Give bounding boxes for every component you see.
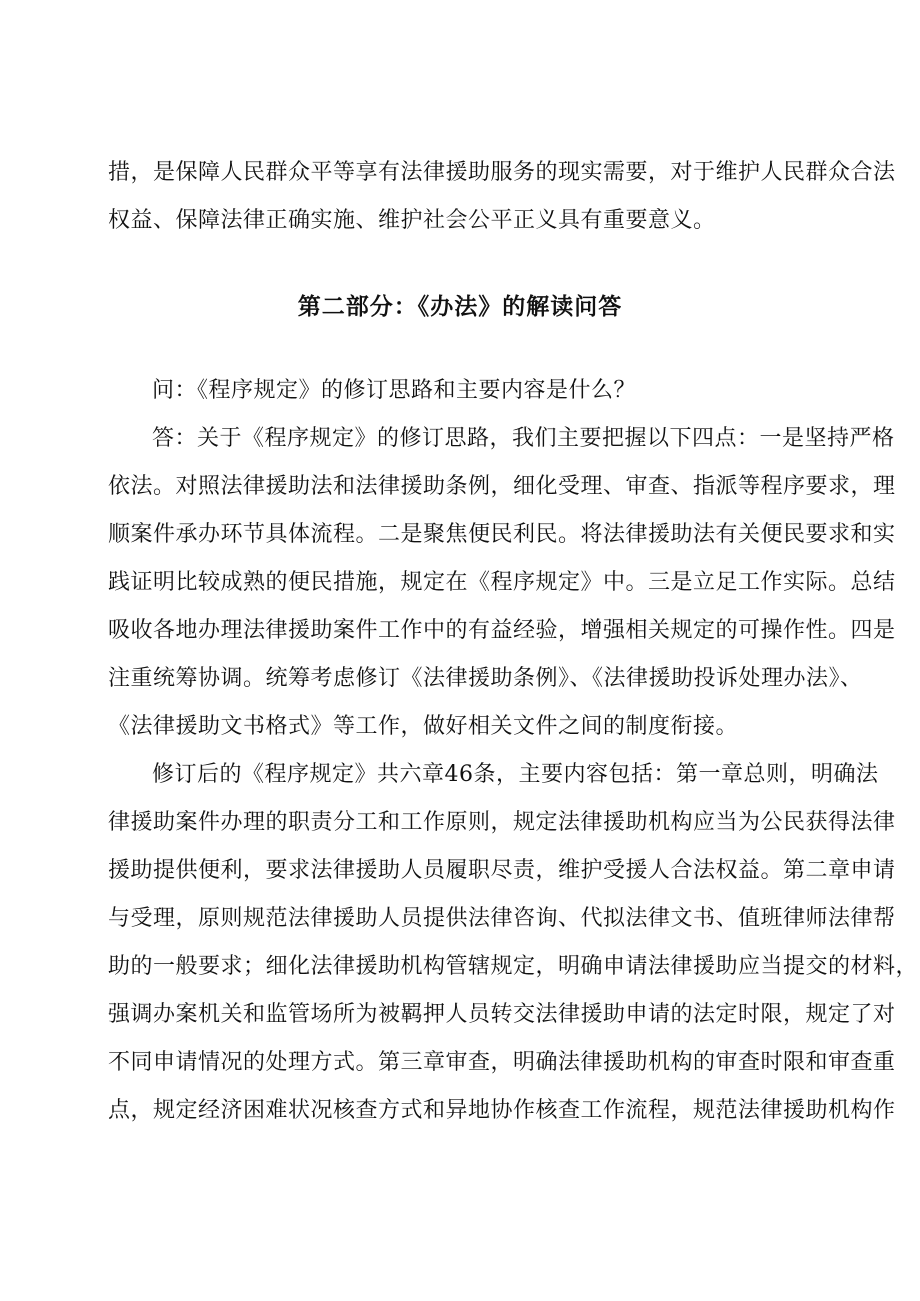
answer-line: 答：关于《程序规定》的修订思路，我们主要把握以下四点：一是坚持严格	[152, 426, 895, 451]
answer-line: 吸收各地办理法律援助案件工作中的有益经验，增强相关规定的可操作性。四是	[108, 618, 896, 643]
answer-line: 依法。对照法律援助法和法律援助条例，细化受理、审查、指派等程序要求，理	[108, 474, 896, 499]
paragraph-line: 点，规定经济困难状况核查方式和异地协作核查工作流程，规范法律援助机构作	[108, 1098, 896, 1123]
answer-line: 注重统筹协调。统筹考虑修订《法律援助条例》、《法律援助投诉处理办法》、	[108, 666, 863, 691]
question-line: 问：《程序规定》的修订思路和主要内容是什么？	[152, 378, 637, 403]
paragraph-line: 律援助案件办理的职责分工和工作原则，规定法律援助机构应当为公民获得法律	[108, 810, 896, 835]
paragraph-line: 与受理，原则规范法律援助人员提供法律咨询、代拟法律文书、值班律师法律帮	[108, 906, 896, 931]
section-heading: 第二部分：《办法》的解读问答	[297, 293, 623, 320]
paragraph-line: 措，是保障人民群众平等享有法律援助服务的现实需要，对于维护人民群众合法	[108, 160, 896, 185]
paragraph-line: 助的一般要求；细化法律援助机构管辖规定，明确申请法律援助应当提交的材料，	[108, 954, 919, 979]
paragraph-line: 权益、保障法律正确实施、维护社会公平正义具有重要意义。	[108, 208, 716, 233]
paragraph-line: 强调办案机关和监管场所为被羁押人员转交法律援助申请的法定时限，规定了对	[108, 1002, 896, 1027]
answer-line: 践证明比较成熟的便民措施，规定在《程序规定》中。三是立足工作实际。总结	[108, 570, 896, 595]
paragraph-line: 修订后的《程序规定》共六章46条，主要内容包括：第一章总则，明确法	[152, 762, 879, 787]
paragraph-line: 援助提供便利，要求法律援助人员履职尽责，维护受援人合法权益。第二章申请	[108, 858, 896, 883]
answer-line: 《法律援助文书格式》等工作，做好相关文件之间的制度衔接。	[108, 714, 739, 739]
answer-line: 顺案件承办环节具体流程。二是聚焦便民利民。将法律援助法有关便民要求和实	[108, 522, 896, 547]
paragraph-line: 不同申请情况的处理方式。第三章审查，明确法律援助机构的审查时限和审查重	[108, 1050, 896, 1075]
